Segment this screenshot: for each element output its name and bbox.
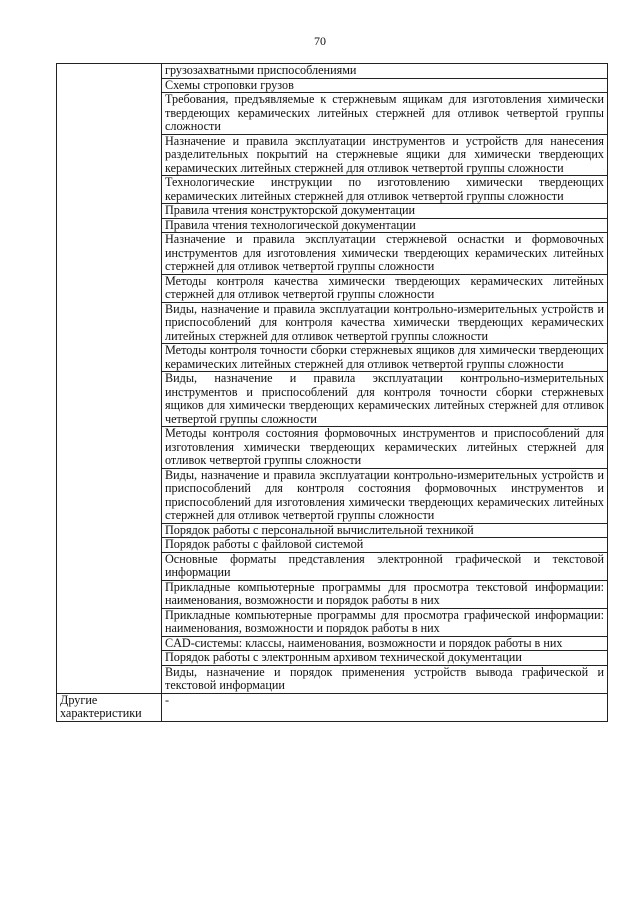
knowledge-item: Правила чтения технологической документации — [162, 218, 608, 233]
requirements-table — [56, 63, 608, 722]
knowledge-item: Схемы строповки грузов — [162, 78, 608, 93]
knowledge-item: Виды, назначение и правила эксплуатации контрольно-измерительных устройств и приспособлений для контроля качества химически твердеющих керамических литейных стержней для отливок четвертой группы сложности — [162, 302, 608, 344]
page-number: 70 — [314, 34, 326, 48]
knowledge-item: Назначение и правила эксплуатации стержневой оснастки и формовочных инструментов для изготовления химически твердеющих керамических литейных стержней для отливок четвертой группы сложности — [162, 233, 608, 275]
knowledge-item: Виды, назначение и порядок применения устройств вывода графической и текстовой информации — [162, 665, 608, 693]
knowledge-item: Основные форматы представления электронной графической и текстовой информации — [162, 552, 608, 580]
knowledge-item: Назначение и правила эксплуатации инструментов и устройств для нанесения разделительных покрытий на стержневые ящики для химически твердеющих керамических литейных стержней для отливок четвертой группы сложности — [162, 134, 608, 176]
knowledge-item: Виды, назначение и правила эксплуатации контрольно-измерительных устройств и приспособлений для контроля состояния формовочных инструментов и приспособлений для изготовления химически твердеющих керамических литейных стержней для отливок четвертой группы сложности — [162, 468, 608, 523]
knowledge-item: Прикладные компьютерные программы для просмотра текстовой информации: наименования, возможности и порядок работы в них — [162, 580, 608, 608]
table-row — [57, 64, 608, 79]
knowledge-item: Требования, предъявляемые к стержневым ящикам для изготовления химически твердеющих керамических литейных стержней для отливок четвертой группы сложности — [162, 93, 608, 135]
other-characteristics-row — [57, 693, 608, 721]
knowledge-item: грузозахватными приспособлениями — [162, 64, 608, 79]
knowledge-item: Методы контроля состояния формовочных инструментов и приспособлений для изготовления химически твердеющих керамических литейных стержней для отливок четвертой группы сложности — [162, 427, 608, 469]
other-characteristics-label: Другие характеристики — [57, 693, 162, 721]
knowledge-item: Порядок работы с электронным архивом технической документации — [162, 651, 608, 666]
other-characteristics-value: - — [162, 693, 608, 721]
knowledge-item: Прикладные компьютерные программы для просмотра графической информации: наименования, возможности и порядок работы в них — [162, 608, 608, 636]
knowledge-item: Технологические инструкции по изготовлению химически твердеющих керамических литейных стержней для отливок четвертой группы сложности — [162, 176, 608, 204]
table-body — [57, 64, 608, 722]
knowledge-item: Правила чтения конструкторской документации — [162, 204, 608, 219]
knowledge-item: Виды, назначение и правила эксплуатации контрольно-измерительных инструментов и приспособлений для контроля точности сборки стержневых ящиков для химически твердеющих керамических литейных стержней для отливок четвертой группы сложности — [162, 372, 608, 427]
knowledge-item: Методы контроля точности сборки стержневых ящиков для химически твердеющих керамических литейных стержней для отливок четвертой группы сложности — [162, 344, 608, 372]
knowledge-item: Порядок работы с файловой системой — [162, 538, 608, 553]
section-label-cell — [57, 64, 162, 694]
knowledge-item: CAD-системы: классы, наименования, возможности и порядок работы в них — [162, 636, 608, 651]
knowledge-item: Порядок работы с персональной вычислительной техникой — [162, 523, 608, 538]
knowledge-item: Методы контроля качества химически твердеющих керамических литейных стержней для отливок четвертой группы сложности — [162, 274, 608, 302]
